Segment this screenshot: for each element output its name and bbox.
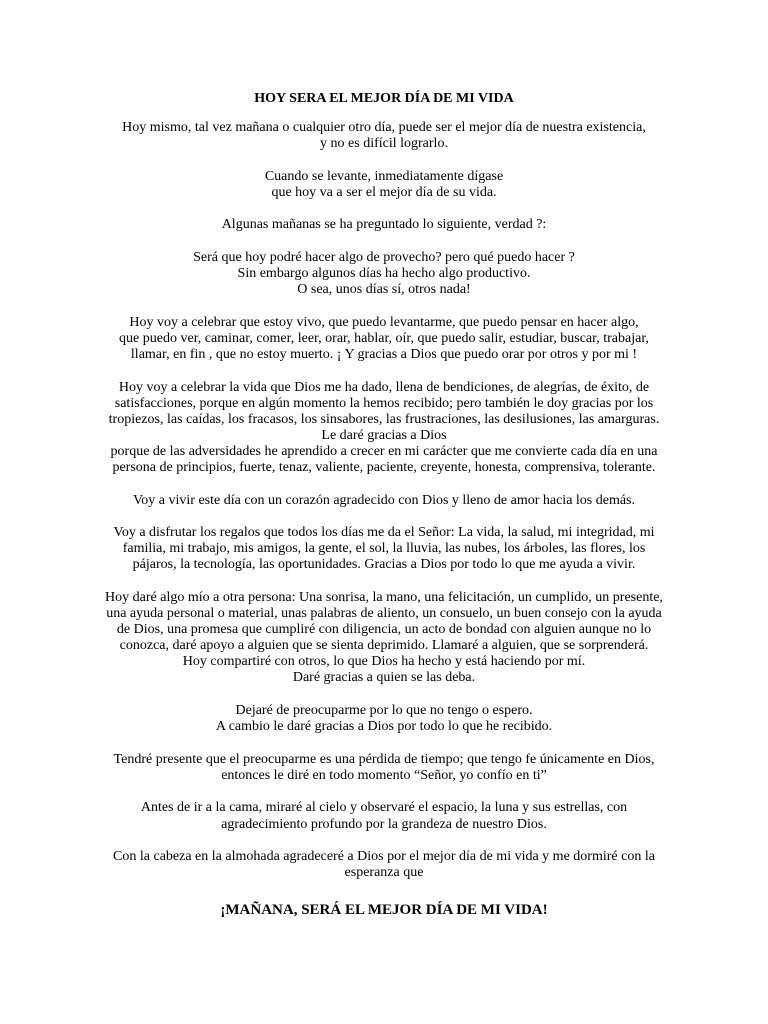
text-line: persona de principios, fuerte, tenaz, valiente, paciente, creyente, honesta, comprensiva, tolerante. — [112, 460, 656, 475]
paragraph-wake-up — [84, 169, 684, 201]
text-line: Sin embargo algunos días ha hecho algo productivo. — [237, 266, 531, 282]
text-line: Voy a vivir este día con un corazón agradecido con Dios y lleno de amor hacia los demás. — [132, 492, 636, 508]
text-line: una ayuda personal o material, unas palabras de aliento, un consuelo, un buen consejo con la ayuda — [106, 606, 662, 622]
text-line: Daré gracias a quien se las deba. — [292, 670, 476, 686]
paragraph-night-sky — [84, 800, 684, 832]
text-line: porque de las adversidades he aprendido a crecer en mi carácter que me convierte cada día en una — [110, 443, 658, 459]
text-line: tropiezos, las caídas, los fracasos, los sinsabores, las frustraciones, las desilusiones, las amarguras. — [108, 411, 660, 427]
text-line: Cuando se levante, inmediatamente dígase — [264, 168, 504, 184]
paragraph-doubts — [84, 250, 684, 298]
text-line: Hoy voy a celebrar que estoy vivo, que puedo levantarme, que puedo pensar en hacer algo, — [129, 314, 639, 330]
paragraph-question — [84, 217, 684, 233]
text-line: Voy a disfrutar los regalos que todos los días me da el Señor: La vida, la salud, mi integridad, mi — [113, 525, 655, 541]
paragraph-faith — [84, 752, 684, 784]
text-line: esperanza que — [344, 865, 424, 881]
text-line: familia, mi trabajo, mis amigos, la gente, el sol, la lluvia, las nubes, los árboles, las flores, los — [122, 541, 646, 557]
text-line: de Dios, una promesa que cumpliré con diligencia, un acto de bondad con alguien aunque no lo — [116, 622, 652, 638]
document-title: HOY SERA EL MEJOR DÍA DE MI VIDA — [254, 91, 514, 106]
paragraph-celebrate-alive — [84, 315, 684, 363]
paragraph-intro — [84, 120, 684, 152]
text-line: Dejaré de preocuparme por lo que no tengo o espero. — [235, 703, 533, 719]
text-line: y no es difícil lograrlo. — [320, 136, 448, 152]
text-line: Le daré gracias a Dios — [321, 427, 447, 443]
text-line: Será que hoy podré hacer algo de provecho? pero qué puedo hacer ? — [193, 249, 575, 265]
text-line: Antes de ir a la cama, miraré al cielo y observaré el espacio, la luna y sus estrellas, con — [140, 800, 628, 816]
text-line: agradecimiento profundo por la grandeza de nuestro Dios. — [221, 816, 547, 832]
paragraph-enjoy-gifts — [84, 525, 684, 573]
closing-statement: ¡MAÑANA, SERÁ EL MEJOR DÍA DE MI VIDA! — [220, 902, 548, 919]
text-line: Hoy voy a celebrar la vida que Dios me ha dado, llena de bendiciones, de alegrías, de éxito, de — [118, 379, 650, 395]
text-line: O sea, unos días sí, otros nada! — [297, 282, 471, 298]
paragraph-give-something — [84, 590, 684, 687]
text-line: pájaros, la tecnología, las oportunidades. Gracias a Dios por todo lo que me ayuda a vivir. — [132, 557, 636, 573]
text-line: que puedo ver, caminar, comer, leer, orar, hablar, oír, que puedo salir, estudiar, buscar, trabajar, — [119, 330, 649, 346]
text-line: Algunas mañanas se ha preguntado lo siguiente, verdad ?: — [221, 217, 547, 233]
text-line: satisfacciones, porque en algún momento la hemos recibido; pero también le doy gracias por los — [114, 395, 654, 411]
text-line: Hoy daré algo mío a otra persona: Una sonrisa, la mano, una felicitación, un cumplido, un presente, — [105, 589, 663, 605]
paragraph-celebrate-life — [84, 380, 684, 477]
text-line: Con la cabeza en la almohada agradeceré a Dios por el mejor día de mi vida y me dormiré con la — [113, 849, 655, 865]
text-line: Hoy mismo, tal vez mañana o cualquier otro día, puede ser el mejor día de nuestra existencia, — [122, 120, 646, 135]
text-line: Tendré presente que el preocuparme es una pérdida de tiempo; que tengo fe únicamente en Dios, — [113, 751, 655, 767]
paragraph-pillow — [84, 849, 684, 881]
paragraph-grateful-heart — [84, 493, 684, 509]
text-line: Hoy compartiré con otros, lo que Dios ha hecho y está haciendo por mí. — [182, 654, 586, 670]
text-line: que hoy va a ser el mejor día de su vida. — [271, 184, 497, 200]
paragraph-stop-worrying — [84, 703, 684, 735]
text-line: A cambio le daré gracias a Dios por todo lo que he recibido. — [215, 719, 553, 735]
text-line: llamar, en fin , que no estoy muerto. ¡ Y gracias a Dios que puedo orar por otros y por mi ! — [130, 346, 638, 362]
text-line: conozca, daré apoyo a alguien que se sienta deprimido. Llamaré a alguien, que se sorprenderá. — [119, 638, 649, 654]
text-line: entonces le diré en todo momento “Señor, yo confío en ti” — [221, 767, 547, 783]
